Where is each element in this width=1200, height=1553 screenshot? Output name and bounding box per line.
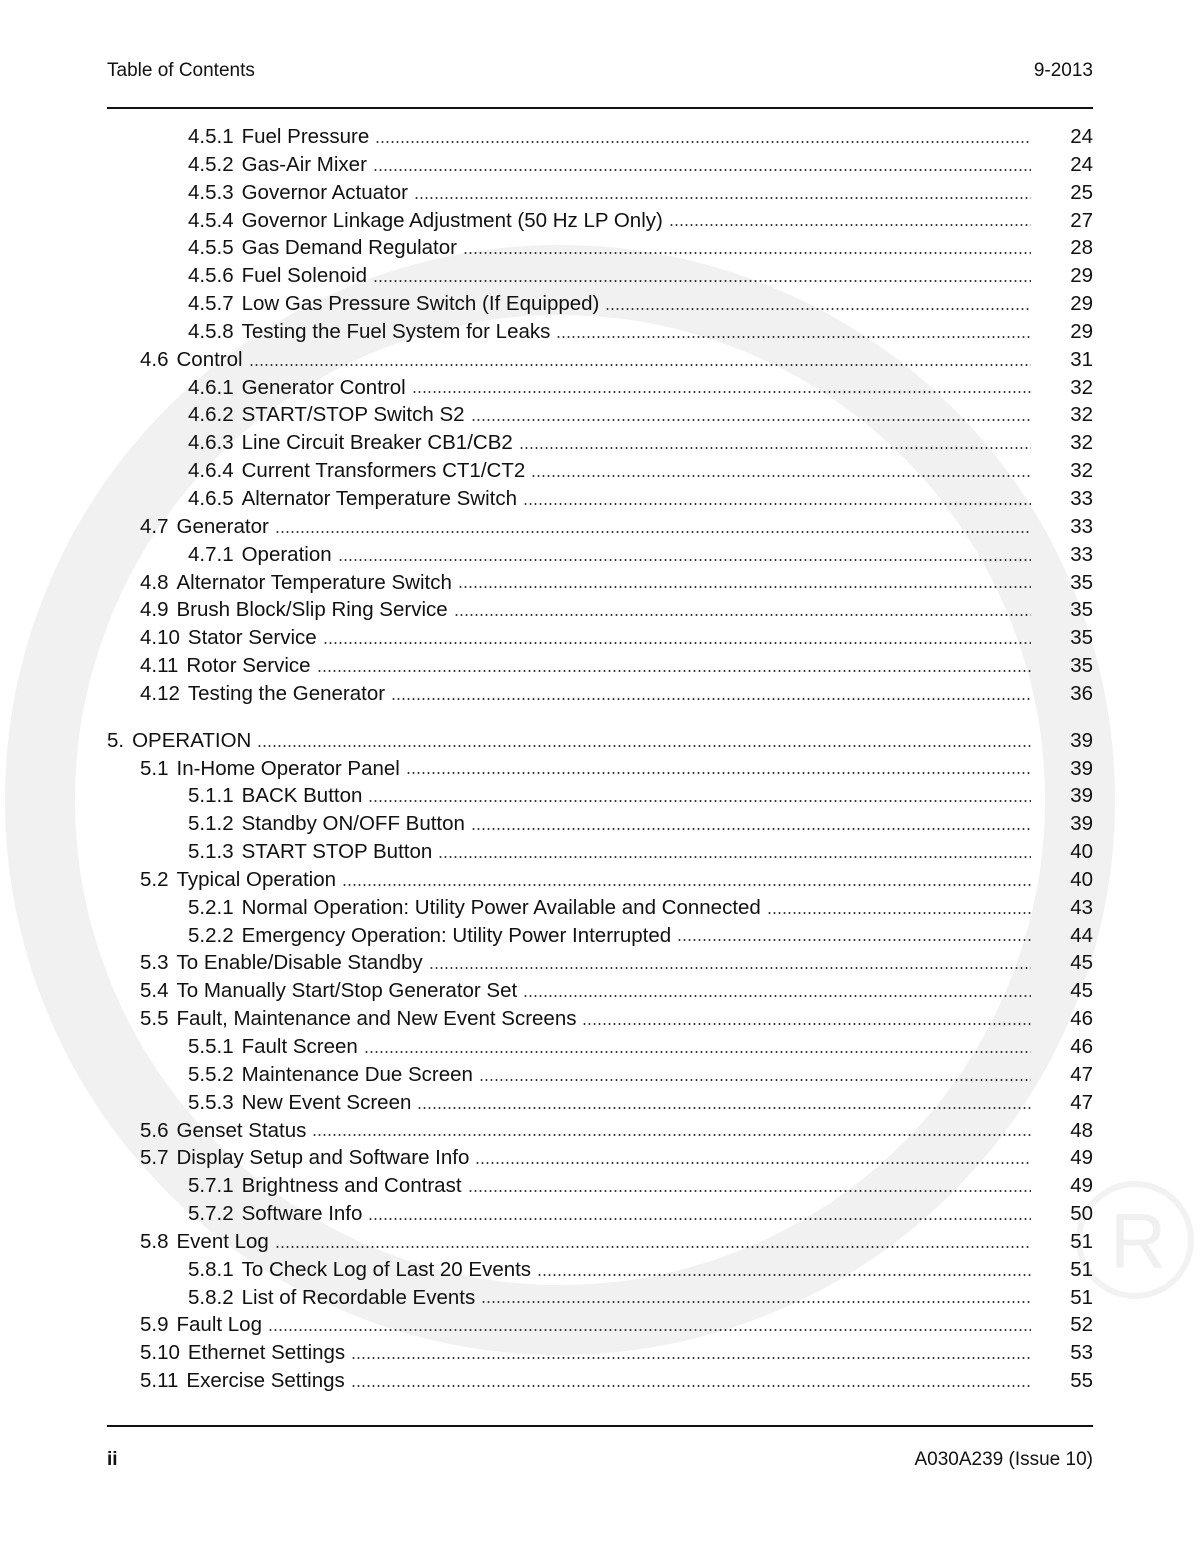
toc-entry-title: Event Log	[176, 1229, 269, 1253]
toc-entry-page: 32	[1070, 459, 1093, 483]
toc-entry-title: Software Info	[241, 1202, 363, 1226]
toc-entry-number: 5.4	[140, 979, 169, 1003]
dot-leader	[523, 994, 1031, 998]
toc-entry[interactable]	[107, 1033, 1093, 1061]
toc-entry-number: 5.9	[140, 1313, 169, 1337]
dot-leader	[414, 196, 1031, 200]
toc-entry[interactable]	[107, 541, 1093, 569]
toc-entry-number: 4.5.3	[188, 180, 234, 204]
toc-entry[interactable]	[107, 922, 1093, 950]
toc-entry-number: 4.5.4	[188, 208, 234, 232]
toc-entry-title: To Manually Start/Stop Generator Set	[176, 979, 518, 1003]
toc-entry[interactable]	[107, 1311, 1093, 1339]
toc-entry-title: Line Circuit Breaker CB1/CB2	[241, 431, 513, 455]
toc-entry-number: 4.6.1	[188, 375, 234, 399]
toc-entry-title: Fuel Solenoid	[241, 264, 367, 288]
toc-entry-number: 4.6.5	[188, 486, 234, 510]
dot-leader	[275, 1245, 1031, 1249]
toc-entry[interactable]	[107, 1284, 1093, 1312]
toc-entry-page: 29	[1070, 292, 1093, 316]
toc-entry-title: Brightness and Contrast	[241, 1174, 462, 1198]
toc-entry-number: 5.8	[140, 1229, 169, 1253]
footer-rule	[107, 1425, 1093, 1427]
toc-entry-page: 33	[1070, 514, 1093, 538]
toc-entry-page: 53	[1070, 1341, 1093, 1365]
toc-entry[interactable]	[107, 318, 1093, 346]
toc-entry-page: 32	[1070, 375, 1093, 399]
toc-entry-page: 35	[1070, 570, 1093, 594]
toc-entry-number: 5.10	[140, 1341, 180, 1365]
toc-entry-title: In-Home Operator Panel	[176, 756, 400, 780]
toc-entry[interactable]	[107, 624, 1093, 652]
toc-entry-page: 49	[1070, 1146, 1093, 1170]
dot-leader	[537, 1273, 1031, 1277]
dot-leader	[268, 1328, 1031, 1332]
toc-entry[interactable]	[107, 1200, 1093, 1228]
toc-entry[interactable]	[107, 401, 1093, 429]
toc-entry-page: 29	[1070, 319, 1093, 343]
dot-leader	[375, 140, 1031, 144]
toc-entry-number: 4.8	[140, 570, 169, 594]
toc-entry-number: 5.1	[140, 756, 169, 780]
toc-entry-number: 4.5.1	[188, 125, 234, 148]
toc-entry-number: 5.1.3	[188, 840, 234, 864]
toc-entry[interactable]	[107, 1256, 1093, 1284]
toc-entry-number: 5.1.1	[188, 784, 234, 808]
toc-entry[interactable]	[107, 1061, 1093, 1089]
toc-entry-page: 43	[1070, 895, 1093, 919]
toc-entry-page: 51	[1070, 1285, 1093, 1309]
toc-entry-title: Fuel Pressure	[241, 125, 370, 148]
toc-entry[interactable]	[107, 457, 1093, 485]
toc-entry-number: 5.2.2	[188, 923, 234, 947]
toc-entry-title: Control	[176, 347, 243, 371]
dot-leader	[257, 744, 1031, 748]
dot-leader	[368, 799, 1031, 803]
toc-entry-title: Operation	[241, 542, 332, 566]
toc-entry-number: 4.6.4	[188, 459, 234, 483]
toc-entry-page: 51	[1070, 1229, 1093, 1253]
toc-entry-number: 4.9	[140, 598, 169, 622]
toc-entry-title: To Enable/Disable Standby	[176, 951, 423, 975]
toc-entry-title: Display Setup and Software Info	[176, 1146, 470, 1170]
dot-leader	[249, 363, 1031, 367]
toc-entry[interactable]	[107, 234, 1093, 262]
toc-entry-number: 5.8.2	[188, 1285, 234, 1309]
toc-entry-number: 5.7.1	[188, 1174, 234, 1198]
toc-entry-page: 47	[1070, 1062, 1093, 1086]
dot-leader	[605, 307, 1031, 311]
dot-leader	[351, 1356, 1031, 1360]
toc-entry[interactable]	[107, 429, 1093, 457]
toc-entry-title: OPERATION	[132, 728, 252, 752]
toc-entry-title: Normal Operation: Utility Power Available and Connected	[241, 895, 761, 919]
toc-entry-number: 5.3	[140, 951, 169, 975]
toc-entry[interactable]	[107, 262, 1093, 290]
dot-leader	[471, 827, 1031, 831]
toc-entry-number: 5.8.1	[188, 1257, 234, 1281]
toc-entry-title: START/STOP Switch S2	[241, 403, 465, 427]
toc-entry-number: 4.6	[140, 347, 169, 371]
toc-entry-page: 48	[1070, 1118, 1093, 1142]
toc-entry-page: 24	[1070, 152, 1093, 176]
toc-entry[interactable]	[107, 838, 1093, 866]
toc-entry[interactable]	[107, 123, 1093, 151]
toc-entry-page: 29	[1070, 264, 1093, 288]
dot-leader	[767, 911, 1031, 915]
toc-entry-title: Governor Linkage Adjustment (50 Hz LP Only)	[241, 208, 663, 232]
toc-entry[interactable]	[107, 1005, 1093, 1033]
toc-entry-page: 45	[1070, 979, 1093, 1003]
toc-entry-title: Gas Demand Regulator	[241, 236, 457, 260]
toc-entry-page: 24	[1070, 125, 1093, 148]
toc-entry[interactable]	[107, 810, 1093, 838]
toc-entry[interactable]	[107, 569, 1093, 597]
dot-leader	[317, 669, 1031, 673]
toc-entry[interactable]	[107, 207, 1093, 235]
toc-entry[interactable]	[107, 513, 1093, 541]
toc-entry-number: 4.12	[140, 681, 180, 705]
toc-entry-number: 4.11	[140, 654, 179, 678]
toc-entry-page: 52	[1070, 1313, 1093, 1337]
toc-entry-number: 5.5.1	[188, 1035, 234, 1058]
toc-entry-title: Brush Block/Slip Ring Service	[176, 598, 448, 622]
toc-entry[interactable]	[107, 374, 1093, 402]
toc-entry[interactable]	[107, 1117, 1093, 1145]
toc-entry-page: 39	[1070, 784, 1093, 808]
toc-entry-page: 46	[1070, 1007, 1093, 1031]
toc-entry-title: Stator Service	[187, 626, 317, 650]
toc-entry[interactable]	[107, 1367, 1093, 1395]
toc-entry[interactable]	[107, 949, 1093, 977]
toc-entry-page: 40	[1070, 840, 1093, 864]
toc-entry-title: Generator	[176, 514, 269, 538]
toc-entry-number: 4.5.7	[188, 292, 234, 316]
dot-leader	[556, 335, 1031, 339]
toc-entry[interactable]	[107, 179, 1093, 207]
header-date: 9-2013	[1033, 60, 1093, 81]
toc-entry-page: 36	[1070, 681, 1093, 705]
toc-entry-number: 5.7	[140, 1146, 169, 1170]
dot-leader	[479, 1078, 1031, 1082]
toc-entry[interactable]	[107, 755, 1093, 783]
toc-entry-number: 5.5.3	[188, 1090, 234, 1114]
toc-entry-page: 45	[1070, 951, 1093, 975]
toc-entry-title: Standby ON/OFF Button	[241, 812, 465, 836]
dot-leader	[458, 585, 1031, 589]
toc-entry[interactable]	[107, 1172, 1093, 1200]
toc-entry-number: 5.1.2	[188, 812, 234, 836]
toc-entry[interactable]	[107, 596, 1093, 624]
dot-leader	[677, 938, 1031, 942]
dot-leader	[275, 530, 1031, 534]
dot-leader	[454, 613, 1031, 617]
toc-entry-number: 4.5.2	[188, 152, 234, 176]
toc-entry[interactable]	[107, 346, 1093, 374]
dot-leader	[531, 474, 1031, 478]
dot-leader	[323, 641, 1031, 645]
dot-leader	[519, 446, 1031, 450]
toc-entry[interactable]	[107, 782, 1093, 810]
toc-entry-number: 5.11	[140, 1369, 179, 1393]
toc-entry-page: 39	[1070, 728, 1093, 752]
toc-entry-title: Fault, Maintenance and New Event Screens	[176, 1007, 577, 1031]
toc-entry[interactable]	[107, 151, 1093, 179]
toc-entry-page: 35	[1070, 654, 1093, 678]
document-id: A030A239 (Issue 10)	[914, 1449, 1093, 1470]
toc-entry[interactable]	[107, 866, 1093, 894]
toc-entry-page: 44	[1070, 923, 1093, 947]
toc-entry-number: 5.5.2	[188, 1062, 234, 1086]
dot-leader	[351, 1384, 1031, 1388]
toc-entry-number: 5.7.2	[188, 1202, 234, 1226]
page-header	[107, 60, 1093, 84]
toc-entry-page: 32	[1070, 431, 1093, 455]
toc-entry-title: New Event Screen	[241, 1090, 412, 1114]
dot-leader	[368, 1217, 1031, 1221]
toc-entry[interactable]	[107, 1339, 1093, 1367]
dot-leader	[373, 168, 1031, 172]
toc-entry-title: Generator Control	[241, 375, 406, 399]
toc-entry[interactable]	[107, 1144, 1093, 1172]
toc-entry-title: To Check Log of Last 20 Events	[241, 1257, 532, 1281]
registered-mark-icon: R	[1110, 1197, 1167, 1285]
toc-entry-title: Typical Operation	[176, 867, 337, 891]
toc-entry-page: 33	[1070, 542, 1093, 566]
toc-entry-title: Alternator Temperature Switch	[241, 486, 517, 510]
toc-entry-page: 39	[1070, 812, 1093, 836]
toc-entry-page: 25	[1070, 180, 1093, 204]
dot-leader	[412, 390, 1031, 394]
toc-entry-title: Emergency Operation: Utility Power Interrupted	[241, 923, 672, 947]
dot-leader	[406, 771, 1031, 775]
toc-entry-title: Gas-Air Mixer	[241, 152, 367, 176]
dot-leader	[373, 279, 1031, 283]
toc-entry-number: 5.	[107, 728, 125, 752]
toc-entry-number: 4.5.8	[188, 319, 234, 343]
toc-entry-page: 31	[1070, 347, 1093, 371]
toc-entry-title: Testing the Fuel System for Leaks	[241, 319, 551, 343]
dot-leader	[463, 251, 1031, 255]
toc-entry-number: 5.6	[140, 1118, 169, 1142]
toc-entry-number: 4.7.1	[188, 542, 234, 566]
toc-entry-number: 4.10	[140, 626, 180, 650]
toc-entry-title: Rotor Service	[186, 654, 311, 678]
toc-entry[interactable]	[107, 290, 1093, 318]
dot-leader	[342, 883, 1031, 887]
dot-leader	[669, 223, 1031, 227]
dot-leader	[582, 1022, 1031, 1026]
toc-entry-title: BACK Button	[241, 784, 363, 808]
dot-leader	[364, 1050, 1031, 1054]
toc-entry-page: 35	[1070, 598, 1093, 622]
dot-leader	[429, 966, 1031, 970]
toc-entry-page: 32	[1070, 403, 1093, 427]
toc-entry[interactable]	[107, 652, 1093, 680]
toc-entry-page: 55	[1070, 1369, 1093, 1393]
dot-leader	[475, 1161, 1031, 1165]
toc-entry-title: Alternator Temperature Switch	[176, 570, 452, 594]
toc-entry[interactable]	[107, 485, 1093, 513]
toc-entry[interactable]	[107, 894, 1093, 922]
toc-entry-page: 40	[1070, 867, 1093, 891]
dot-leader	[468, 1189, 1031, 1193]
toc-entry[interactable]	[107, 727, 1093, 755]
toc-entry-title: Fault Log	[176, 1313, 262, 1337]
dot-leader	[391, 697, 1031, 701]
toc-entry-number: 5.2	[140, 867, 169, 891]
toc-entry-number: 4.5.6	[188, 264, 234, 288]
dot-leader	[312, 1133, 1031, 1137]
toc-entry-title: Low Gas Pressure Switch (If Equipped)	[241, 292, 600, 316]
toc-entry-title: Testing the Generator	[187, 681, 386, 705]
toc-entry-number: 4.5.5	[188, 236, 234, 260]
dot-leader	[523, 502, 1031, 506]
toc-entry[interactable]	[107, 680, 1093, 708]
toc-entry-page: 28	[1070, 236, 1093, 260]
header-title: Table of Contents	[107, 60, 255, 81]
toc-entry-page: 49	[1070, 1174, 1093, 1198]
toc-entry[interactable]	[107, 977, 1093, 1005]
toc-entry-page: 39	[1070, 756, 1093, 780]
toc-entry-number: 5.5	[140, 1007, 169, 1031]
toc-entry-title: Current Transformers CT1/CT2	[241, 459, 526, 483]
toc-entry-page: 46	[1070, 1035, 1093, 1058]
toc-entry-title: Fault Screen	[241, 1035, 358, 1058]
toc-entry-number: 4.6.3	[188, 431, 234, 455]
toc-entry-page: 51	[1070, 1257, 1093, 1281]
page-number: ii	[107, 1449, 118, 1470]
toc-entry-title: Maintenance Due Screen	[241, 1062, 473, 1086]
toc-entry-title: Genset Status	[176, 1118, 307, 1142]
dot-leader	[338, 558, 1031, 562]
toc-entry-page: 47	[1070, 1090, 1093, 1114]
dot-leader	[481, 1300, 1031, 1304]
toc-entry-page: 33	[1070, 486, 1093, 510]
table-of-contents	[107, 123, 1093, 1395]
toc-entry-page: 50	[1070, 1202, 1093, 1226]
toc-entry-title: List of Recordable Events	[241, 1285, 476, 1309]
header-rule	[107, 107, 1093, 109]
page-footer	[107, 1449, 1093, 1473]
toc-entry-page: 27	[1070, 208, 1093, 232]
toc-entry-number: 5.2.1	[188, 895, 234, 919]
toc-entry[interactable]	[107, 1089, 1093, 1117]
toc-entry-page: 35	[1070, 626, 1093, 650]
toc-entry-number: 4.7	[140, 514, 169, 538]
dot-leader	[417, 1106, 1031, 1110]
toc-entry-title: Governor Actuator	[241, 180, 408, 204]
toc-entry-number: 4.6.2	[188, 403, 234, 427]
toc-entry[interactable]	[107, 1228, 1093, 1256]
toc-entry-title: START STOP Button	[241, 840, 433, 864]
dot-leader	[438, 855, 1031, 859]
dot-leader	[471, 418, 1031, 422]
toc-entry-title: Ethernet Settings	[187, 1341, 346, 1365]
toc-entry-title: Exercise Settings	[186, 1369, 345, 1393]
